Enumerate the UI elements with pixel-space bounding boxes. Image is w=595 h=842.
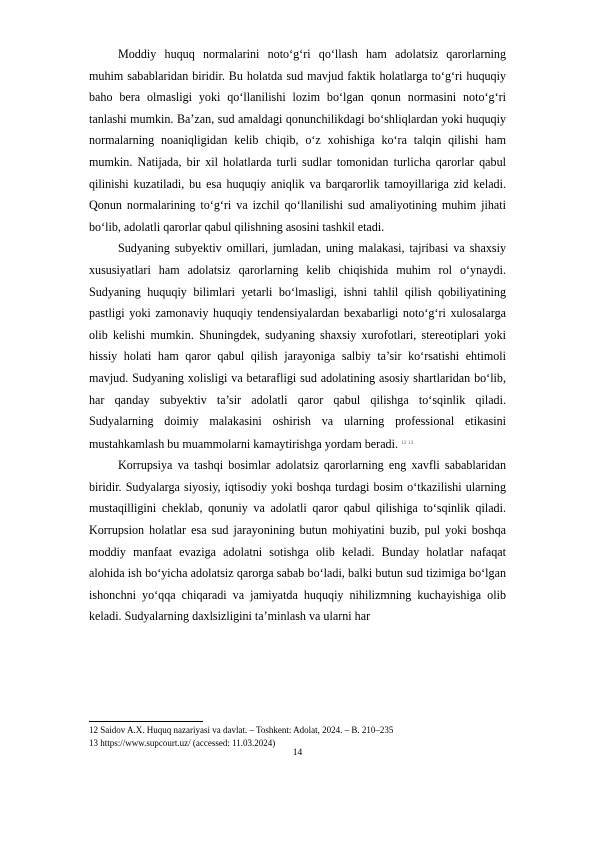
paragraph-3-text: Korrupsiya va tashqi bosimlar adolatsiz qarorlarning eng xavfli sabablaridan biridir. Sudyalarga siyosiy, iqtisodiy yoki boshqa turdagi bosim o‘tkazilishi ularning mustaqilligini cheklab, qonuniy va adolatli qaror qabul qilishiga to‘sqinlik qiladi. Korrupsion holatlar esa sud jarayonining butun mohiyatini buzib, pul yoki boshqa moddiy manfaat evaziga adolatni sotishga olib keladi. Bunday holatlar nafaqat alohida ish bo‘yicha adolatsiz qarorga sabab bo‘ladi, balki butun sud tizimiga bo‘lgan ishonchni yo‘qqa chiqaradi va jamiyatda huquqiy nihilizmning kuchayishiga olib keladi. Sudyalarning daxlsizligini ta’minlash va ularni har (89, 458, 506, 624)
footnote-13[interactable]: 13 https://www.supcourt.uz/ (accessed: 11.03.2024) (89, 737, 276, 748)
footnote-reference[interactable]: 12 13 (401, 439, 414, 446)
footnotes (89, 724, 506, 749)
page-number: 14 (292, 748, 303, 758)
body-text (89, 44, 506, 628)
paragraph-2-text: Sudyaning subyektiv omillari, jumladan, uning malakasi, tajribasi va shaxsiy xususiyatlari ham adolatsiz qarorlarning kelib chiqishida muhim rol o‘ynaydi. Sudyaning huquqiy bilimlari yetarli bo‘lmasligi, ishni tahlil qilish qobiliyatining pastligi yoki zamonaviy huquqiy tendensiyalardan bexabarligi noto‘g‘ri xulosalarga olib kelishi mumkin. Shuningdek, sudyaning shaxsiy xurofotlari, stereotiplari yoki hissiy holati ham qaror qabul qilish jarayoniga salbiy ta’sir ko‘rsatishi ehtimoli mavjud. Sudyaning xolisligi va betarafligi sud adolatining asosiy shartlaridan bo‘lib, har qanday subyektiv ta’sir adolatli qaror qabul qilishga to‘sqinlik qiladi. Sudyalarning doimiy malakasini oshirish va ularning professional etikasini mustahkamlash bu muammolarni kamaytirishga yordam beradi. (89, 241, 506, 451)
paragraph-1 (89, 44, 506, 238)
paragraph-1-text: Moddiy huquq normalarini noto‘g‘ri qo‘llash ham adolatsiz qarorlarning muhim sabablaridan biridir. Bu holatda sud mavjud faktik holatlarga to‘g‘ri huquqiy baho bera olmasligi yoki qo‘llanilishi lozim bo‘lgan qonun normasini noto‘g‘ri tanlashi mumkin. Ba’zan, sud amaldagi qonunchilikdagi bo‘shliqlardan yoki huquqiy normalarning noaniqligidan kelib chiqib, o‘z xohishiga ko‘ra talqin qilishi ham mumkin. Natijada, bir xil holatlarda turli sudlar tomonidan turlicha qarorlar qabul qilinishi kuzatiladi, bu esa huquqiy aniqlik va barqarorlik tamoyillariga zid keladi. Qonun normalarining to‘g‘ri va izchil qo‘llanilishi sud amaliyotining muhim jihati bo‘lib, adolatli qarorlar qabul qilishning asosini tashkil etadi. (89, 47, 506, 234)
footnote-12: 12 Saidov A.X. Huquq nazariyasi va davlat. – Toshkent: Adolat, 2024. – B. 210–235 (89, 725, 394, 735)
paragraph-2 (89, 238, 506, 455)
footnote-divider (89, 721, 203, 722)
paragraph-3 (89, 455, 506, 628)
